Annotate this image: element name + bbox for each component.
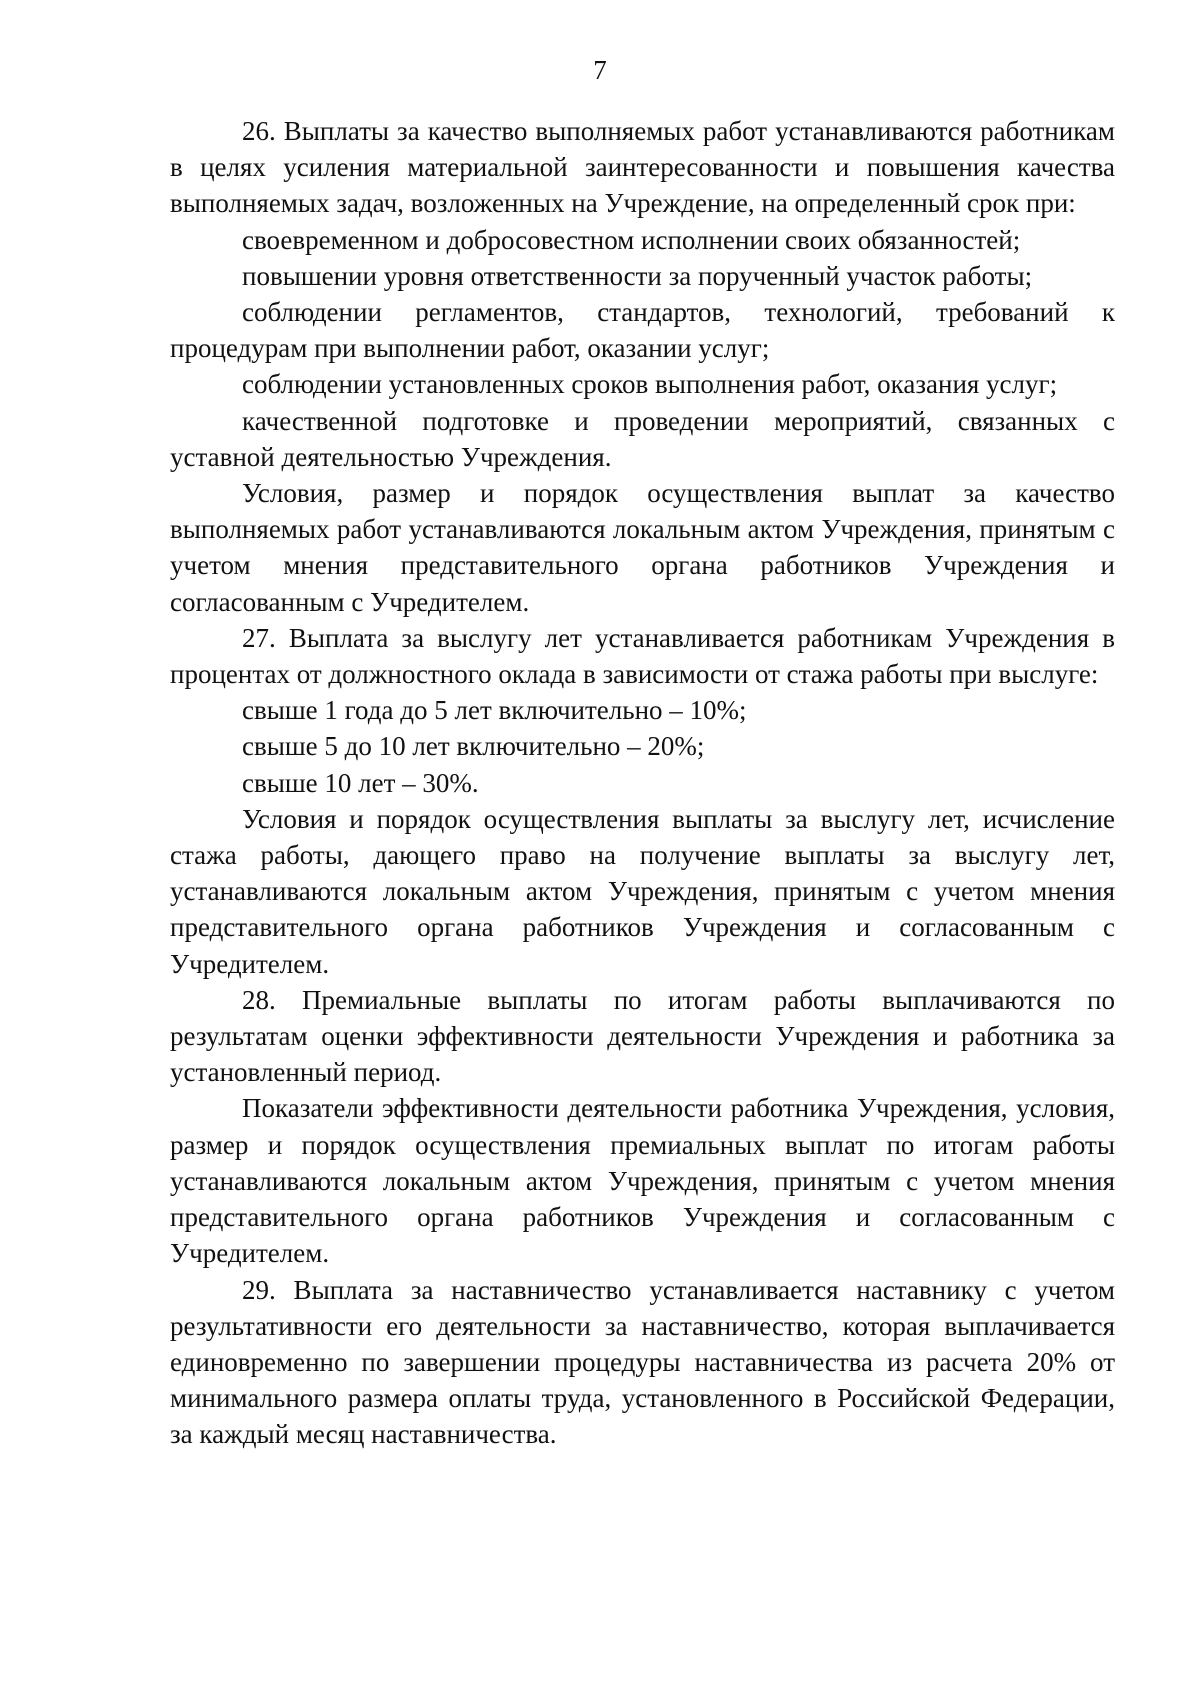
- page-number: 7: [593, 55, 607, 85]
- list-item: свыше 5 до 10 лет включительно – 20%;: [242, 731, 705, 762]
- list-item: своевременном и добросовестном исполнении своих обязанностей;: [242, 224, 1021, 255]
- list-item: соблюдении регламентов, стандартов, технологий, требований к процедурам при выполнении работ, оказании услуг;: [170, 297, 1115, 364]
- paragraph-performance-indicators: Показатели эффективности деятельности работника Учреждения, условия, размер и порядок осуществления премиальных выплат по итогам работы устанавливаются локальным актом Учреждения, принятым с учетом мнения представительного органа работников Учреждения и согласованным с Учредителем.: [170, 1093, 1115, 1269]
- paragraph-27-intro: 27. Выплата за выслугу лет устанавливается работникам Учреждения в процентах от должностного оклада в зависимости от стажа работы при выслуге:: [170, 622, 1115, 690]
- list-item: свыше 10 лет – 30%.: [242, 767, 479, 798]
- paragraph-seniority-conditions: Условия и порядок осуществления выплаты за выслугу лет, исчисление стажа работы, дающего право на получение выплаты за выслугу лет, устанавливаются локальным актом Учреждения, принятым с учетом мнения представительного органа работников Учреждения и согласованным с Учредителем.: [170, 803, 1115, 979]
- paragraph-quality-conditions: Условия, размер и порядок осуществления выплат за качество выполняемых работ устанавливаются локальным актом Учреждения, принятым с учетом мнения представительного органа работников Учреждения и согласованным с Учредителем.: [170, 478, 1115, 617]
- list-item: качественной подготовке и проведении мероприятий, связанных с уставной деятельностью Учреждения.: [170, 405, 1115, 472]
- list-item: повышении уровня ответственности за порученный участок работы;: [242, 260, 1033, 291]
- list-item: свыше 1 года до 5 лет включительно – 10%;: [242, 695, 747, 726]
- paragraph-26-intro: 26. Выплаты за качество выполняемых работ устанавливаются работникам в целях усиления материальной заинтересованности и повышения качества выполняемых задач, возложенных на Учреждение, на определенный срок при:: [170, 116, 1115, 219]
- paragraph-29: 29. Выплата за наставничество устанавливается наставнику с учетом результативности его деятельности за наставничество, которая выплачивается единовременно по завершении процедуры наставничества из расчета 20% от минимального размера оплаты труда, установленного в Российской Федерации, за каждый месяц наставничества.: [170, 1274, 1115, 1450]
- document-body: [170, 113, 1115, 1453]
- paragraph-28: 28. Премиальные выплаты по итогам работы выплачиваются по результатам оценки эффективности деятельности Учреждения и работника за установленный период.: [170, 984, 1115, 1088]
- list-item: соблюдении установленных сроков выполнения работ, оказания услуг;: [242, 369, 1058, 400]
